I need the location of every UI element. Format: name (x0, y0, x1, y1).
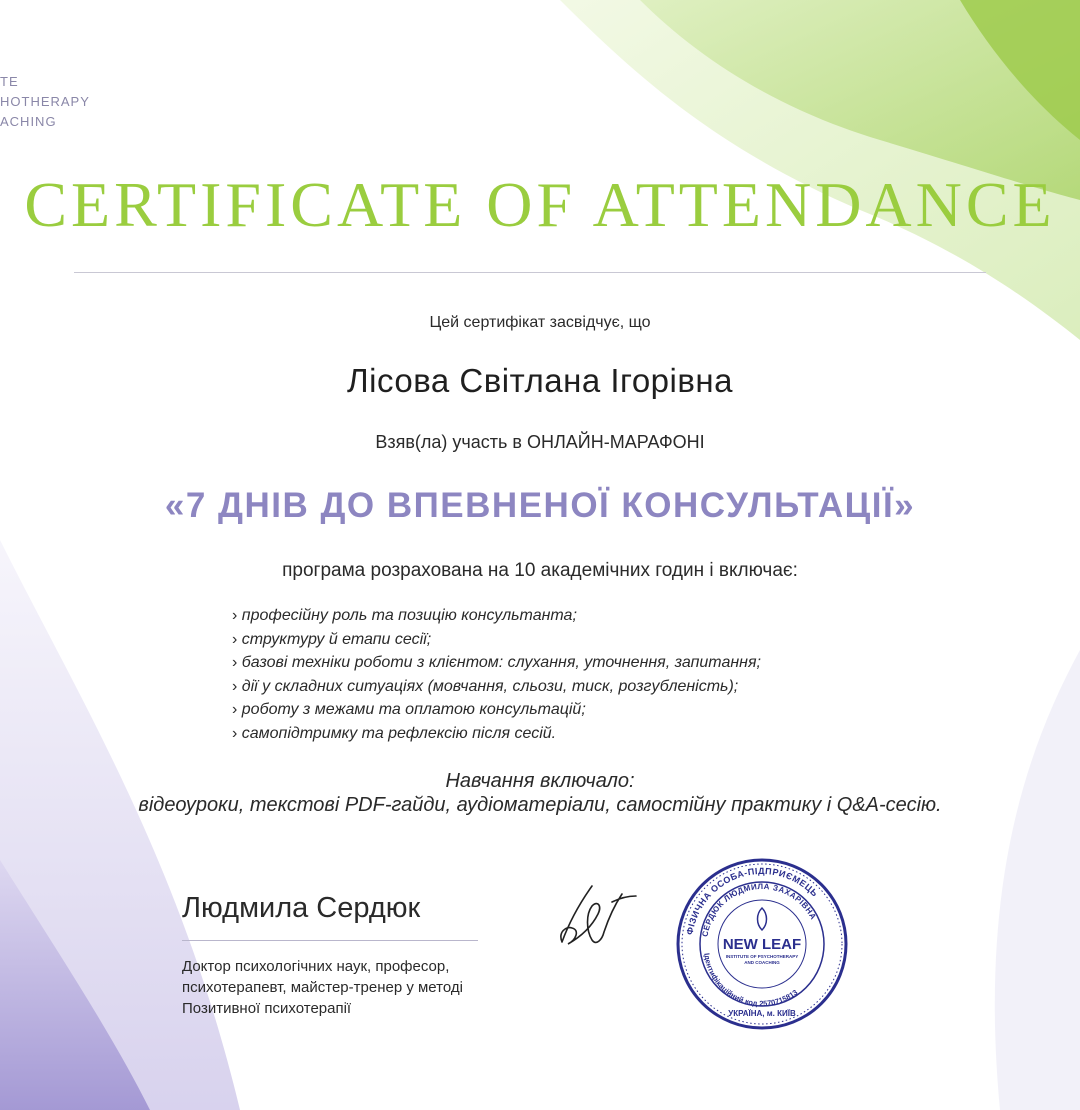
stamp-brand-sub-2: AND COACHING (744, 960, 780, 965)
topic-item: › дії у складних ситуаціях (мовчання, сльози, тиск, розгубленість); (232, 675, 761, 699)
program-description: програма розрахована на 10 академічних годин і включає: (282, 560, 798, 581)
institute-logo-text (0, 72, 90, 132)
stamp-inner-text: СЕРДЮК ЛЮДМИЛА ЗАХАРІВНА (700, 881, 818, 938)
certificate-title: CERTIFICATE OF ATTENDANCE (24, 169, 1056, 240)
topic-item: › базові техніки роботи з клієнтом: слухання, уточнення, запитання; (232, 651, 761, 675)
training-materials: відеоуроки, текстові PDF-гайди, аудіоматеріали, самостійну практику і Q&A-сесію. (138, 794, 942, 816)
topic-item: › самопідтримку та рефлексію після сесій. (232, 722, 761, 746)
credentials-line: психотерапевт, майстер-тренер у методі (182, 979, 463, 996)
logo-line-2: HOTHERAPY (0, 94, 90, 109)
stamp-brand: NEW LEAF (722, 936, 802, 953)
official-stamp (674, 856, 850, 1032)
credentials-line: Доктор психологічних наук, професор, (182, 958, 450, 975)
logo-line-1: TE (0, 74, 19, 89)
signer-divider (182, 940, 478, 941)
logo-line-3: ACHING (0, 114, 57, 129)
signer-credentials (182, 956, 463, 1019)
leaf-icon (758, 908, 767, 930)
signer-name: Людмила Сердюк (182, 892, 421, 924)
recipient-name: Лісова Світлана Ігорівна (347, 362, 733, 399)
topic-item: › структуру й етапи сесії; (232, 628, 761, 652)
stamp-outer-text: ФІЗИЧНА ОСОБА-ПІДПРИЄМЕЦЬ (684, 865, 821, 936)
credentials-line: Позитивної психотерапії (182, 1000, 352, 1017)
topics-list (232, 604, 761, 745)
topic-item: › роботу з межами та оплатою консультацій; (232, 698, 761, 722)
topic-item: › професійну роль та позицію консультанта; (232, 604, 761, 628)
stamp-location: УКРАЇНА, м. КИЇВ (728, 1009, 796, 1018)
training-heading: Навчання включало: (445, 770, 635, 792)
stamp-brand-sub-1: INSTITUTE OF PSYCHOTHERAPY (725, 954, 799, 959)
participation-text: Взяв(ла) участь в ОНЛАЙН-МАРАФОНІ (375, 432, 705, 452)
stamp-id-code: Ідентифікаційний код 2570715813 (702, 952, 800, 1009)
title-divider (74, 272, 986, 273)
event-title: «7 ДНІВ ДО ВПЕВНЕНОЇ КОНСУЛЬТАЦІЇ» (164, 486, 916, 525)
intro-text: Цей сертифікат засвідчує, що (429, 314, 651, 331)
handwritten-signature (552, 880, 638, 952)
